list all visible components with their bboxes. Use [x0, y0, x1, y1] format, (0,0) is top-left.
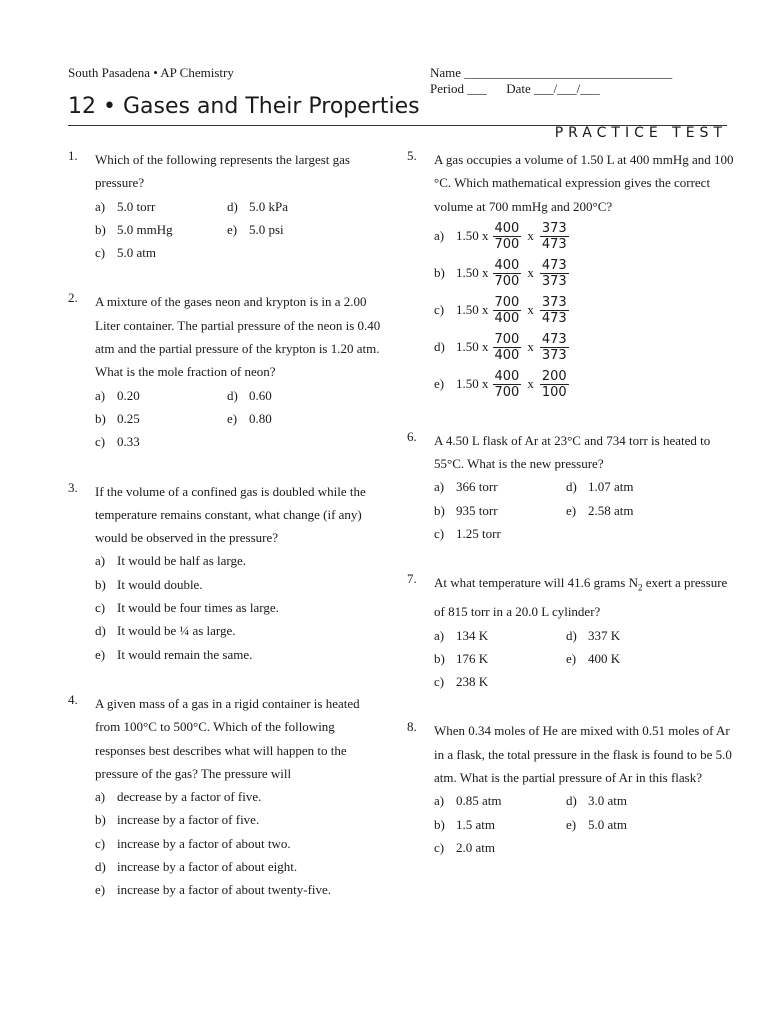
option-c: c) 1.25 torr	[434, 526, 501, 542]
question-number: 4.	[68, 691, 78, 707]
option-e: e) 2.58 atm	[566, 502, 634, 518]
option-c: c) 1.50 x $\frac{700}{400}$ x $\frac{373}{473}$	[434, 294, 567, 326]
temperature-ratio: $\frac{373}{473}$	[541, 294, 567, 326]
option-d: d) It would be ¼ as large.	[95, 623, 236, 639]
question-number: 3.	[68, 479, 78, 495]
option-a: a) 134 K	[434, 627, 489, 643]
option-e: e) increase by a factor of about twenty-five.	[95, 882, 332, 898]
option-a: a) It would be half as large.	[95, 553, 246, 569]
pressure-ratio: $\frac{400}{700}$	[494, 368, 520, 400]
volume-prefix: 1.50 x	[456, 339, 489, 355]
multiply-sign: x	[527, 228, 534, 244]
question-number: 6.	[407, 428, 417, 444]
option-b: b) 5.0 mmHg	[95, 221, 173, 237]
option-b: b) 0.25	[95, 410, 140, 426]
period-date-line: Period ___ Date ___/___/___	[430, 81, 600, 96]
option-d: d) 3.0 atm	[566, 793, 627, 809]
answer-options	[95, 195, 388, 265]
question-8	[407, 719, 737, 859]
option-e: e) 0.80	[227, 410, 272, 426]
option-c: c) 0.33	[95, 434, 140, 450]
pressure-ratio: $\frac{400}{700}$	[494, 220, 520, 252]
answer-options	[434, 475, 737, 545]
page-title: 12 • Gases and Their Properties	[68, 94, 420, 119]
pressure-ratio: $\frac{400}{700}$	[494, 257, 520, 289]
answer-options	[95, 384, 388, 454]
right-column	[407, 148, 737, 885]
answer-options	[434, 218, 737, 403]
multiply-sign: x	[527, 376, 534, 392]
option-a: a) 1.50 x $\frac{400}{700}$ x $\frac{373}{473}$	[434, 220, 567, 252]
option-e: e) 5.0 atm	[566, 816, 627, 832]
option-d: d) 1.50 x $\frac{700}{400}$ x $\frac{473}{373}$	[434, 331, 567, 363]
question-number: 5.	[407, 148, 417, 163]
question-number: 1.	[68, 148, 78, 163]
question-2	[68, 290, 388, 453]
answer-options	[95, 549, 388, 665]
pressure-ratio: $\frac{700}{400}$	[494, 331, 520, 363]
option-c: c) 2.0 atm	[434, 839, 495, 855]
option-c: c) 238 K	[434, 674, 489, 690]
question-7	[407, 571, 737, 693]
option-b: b) 1.50 x $\frac{400}{700}$ x $\frac{473}{373}$	[434, 257, 567, 289]
option-e: e) It would remain the same.	[95, 646, 253, 662]
option-c: c) 5.0 atm	[95, 245, 156, 261]
option-d: d) 5.0 kPa	[227, 198, 288, 214]
question-5	[407, 148, 737, 403]
option-a: a) 5.0 torr	[95, 198, 156, 214]
option-d: d) 337 K	[566, 627, 621, 643]
option-b: b) increase by a factor of five.	[95, 812, 260, 828]
question-6	[407, 429, 737, 545]
option-c: c) It would be four times as large.	[95, 600, 279, 616]
temperature-ratio: $\frac{373}{473}$	[541, 220, 567, 252]
question-number: 7.	[407, 571, 417, 587]
option-a: a) 0.20	[95, 387, 140, 403]
answer-options	[434, 624, 737, 694]
question-number: 8.	[407, 719, 417, 735]
pressure-ratio: $\frac{700}{400}$	[494, 294, 520, 326]
name-field-line: Name ________________________________	[430, 65, 673, 80]
option-a: a) 0.85 atm	[434, 793, 502, 809]
question-text: A 4.50 L flask of Ar at 23°C and 734 torr is heated to 55°C. What is the new pressure?	[434, 432, 711, 472]
option-e: e) 5.0 psi	[227, 221, 284, 237]
option-b: b) It would double.	[95, 576, 203, 592]
option-a: a) decrease by a factor of five.	[95, 789, 262, 805]
question-text: At what temperature will 41.6 grams $N_2$ exert a pressure of 815 torr in a 20.0 L cylinder?	[434, 575, 728, 620]
question-4	[68, 692, 388, 902]
answer-options	[95, 785, 388, 901]
option-b: b) 176 K	[434, 650, 489, 666]
multiply-sign: x	[527, 265, 534, 281]
option-c: c) increase by a factor of about two.	[95, 835, 291, 851]
option-e: e) 1.50 x $\frac{400}{700}$ x $\frac{200}{100}$	[434, 368, 567, 400]
option-d: d) 1.07 atm	[566, 479, 634, 495]
multiply-sign: x	[527, 339, 534, 355]
left-column	[68, 148, 388, 928]
volume-prefix: 1.50 x	[456, 302, 489, 318]
question-number: 2.	[68, 290, 78, 306]
volume-prefix: 1.50 x	[456, 265, 489, 281]
question-text: A given mass of a gas in a rigid container is heated from 100°C to 500°C. Which of the following responses best describes what will happen to the pressure of the gas? The pressure will	[95, 695, 360, 781]
answer-options	[434, 789, 737, 859]
question-text: A gas occupies a volume of 1.50 L at 400 mmHg and 100 °C. Which mathematical expression gives the correct volume at 700 mmHg and 200°C?	[434, 152, 734, 214]
volume-prefix: 1.50 x	[456, 376, 489, 392]
question-text: A mixture of the gases neon and krypton is in a 2.00 Liter container. The partial pressure of the neon is 0.40 atm and the partial pressure of the krypton is 1.20 atm. What is the mole fraction of neon?	[95, 294, 381, 380]
option-a: a) 366 torr	[434, 479, 498, 495]
option-d: d) 0.60	[227, 387, 272, 403]
question-text: Which of the following represents the largest gas pressure?	[95, 152, 350, 191]
question-3	[68, 480, 388, 666]
practice-test-label: PRACTICE TEST	[554, 125, 727, 141]
question-1	[68, 148, 388, 264]
temperature-ratio: $\frac{473}{373}$	[541, 331, 567, 363]
temperature-ratio: $\frac{200}{100}$	[541, 368, 567, 400]
option-b: b) 1.5 atm	[434, 816, 495, 832]
question-text: If the volume of a confined gas is doubled while the temperature remains constant, what change (if any) would be observed in the pressure?	[95, 483, 366, 546]
school-course-label: South Pasadena • AP Chemistry	[68, 65, 234, 80]
temperature-ratio: $\frac{473}{373}$	[541, 257, 567, 289]
option-b: b) 935 torr	[434, 502, 498, 518]
question-text: When 0.34 moles of He are mixed with 0.51 moles of Ar in a flask, the total pressure in the flask is found to be 5.0 atm. What is the partial pressure of Ar in this flask?	[434, 723, 732, 786]
option-d: d) increase by a factor of about eight.	[95, 859, 298, 875]
multiply-sign: x	[527, 302, 534, 318]
option-e: e) 400 K	[566, 650, 621, 666]
volume-prefix: 1.50 x	[456, 228, 489, 244]
